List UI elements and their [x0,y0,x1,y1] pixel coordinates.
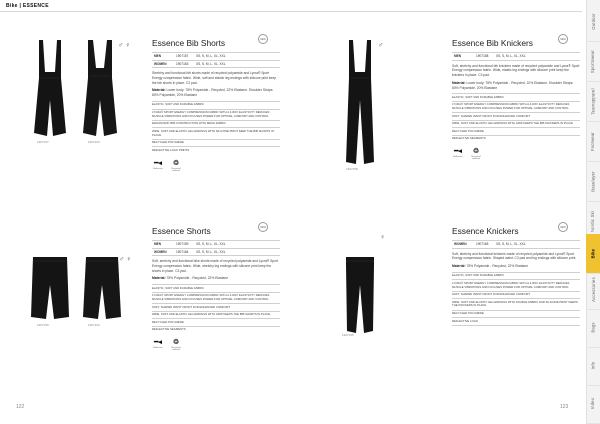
product-code: 1907163 [88,140,100,144]
table-row [152,241,280,249]
feature-item: ELASTIC, SOFT AND DURABLE FABRIC [452,93,580,101]
feature-item: SOFT, SHAPED WAIST FRONT FOR ENHANCED COMFORT [452,112,580,120]
material-text: 78% Polyamide - Recycled, 22% Elastane [466,264,529,269]
tab-teamapparel[interactable] [586,82,600,122]
reflective-icon: ━◂ Reflective [153,339,163,350]
gender-icon: ♂ ♀ [118,42,131,49]
article-number: 1907164 [174,248,194,256]
size-range: XS, S, M, L, XL, XXL [194,60,280,68]
knickers-women-image [340,255,380,335]
feature-item: LYCRA® SPORT ENERGY COMPRESSION FABRIC WITH A 4-WAY ELASTICITY REDUCES MUSCLE VIBRATIONS AND FOCUSES POWER FOR OPTIMAL COMFORT AND CONTROL [152,292,280,303]
product-code: 1907158 [346,167,358,171]
feature-item: LYCRA® SPORT ENERGY COMPRESSION FABRIC WITH A 4-WAY ELASTICITY REDUCES MUSCLE VIBRATIONS AND FOCUSES POWER FOR OPTIMAL COMFORT AND CONTROL [452,279,580,290]
product-description: Soft, stretchy and functional knickers made of recycled polyamide and Lycra® Sport Energy compression fabric. Shaped waist. C3 pad and leg endings with silicone print. [452,251,577,261]
icon-caption: Reflective [153,167,163,170]
feature-item: REFLECTIVE LOGO PRINTS [152,146,280,154]
tab-label: Sportswear [590,49,596,74]
tab-bike[interactable] [586,234,600,274]
feature-item: WIDE, SOFT AND ELASTIC LEG ENDINGS WITH GRIP KEEPS THE BIB KNICKERS IN PLACE [452,120,580,128]
material-text: 78% Polyamide - Recycled, 22% Elastane [166,276,229,281]
icon-caption: Recycled material [171,167,181,172]
tab-sportswear[interactable] [586,42,600,82]
tab-index[interactable] [586,384,600,424]
size-range: XS, S, M, L, XL, XXL [194,248,280,256]
product-title: Essence Knickers [452,226,519,236]
feature-item: SOFT, SHAPED WAIST FRONT FOR ENHANCED COMFORT [452,291,580,299]
icon-caption: Recycled material [171,347,181,352]
gender-icon: ♀ [380,234,386,241]
feature-item: WIDE, SOFT AND ELASTIC LEG ENDINGS WITH DOUBLE FABRIC AND SILICONE PRINT KEEPS THE KNICKERS IN PLACE [452,298,580,309]
feature-item: ELASTIC, SOFT AND DURABLE FABRIC [152,101,280,109]
material-label: Material: [452,264,466,269]
tab-info[interactable] [586,346,600,386]
tab-label: Teamapparel [590,88,596,115]
tab-label: Accessories [590,277,596,302]
product-title: Essence Bib Shorts [152,38,226,48]
feature-item: LYCRA® SPORT ENERGY COMPRESSION FABRIC WITH A 4-WAY ELASTICITY REDUCES MUSCLE VIBRATIONS AND FOCUSES POWER FOR OPTIMAL COMFORT AND CONTROL [152,109,280,120]
article-number: 1907163 [174,60,194,68]
size-label: MEN [152,53,174,61]
shorts-women-image [80,255,124,321]
material-info [152,276,280,281]
section-tabs [586,0,600,424]
recycled-icon: ♲ Recycled material [171,339,181,352]
tab-label: Outdoor [590,13,596,30]
feature-icons [452,148,580,160]
article-number: 1907158 [474,53,494,61]
tab-label: Footwear [590,131,596,152]
material-info [452,264,580,269]
material-label: Material: [452,80,466,85]
shorts-men-image [28,255,72,321]
page-number-left: 122 [16,404,25,410]
material-info [152,88,280,98]
product-description: Soft, stretchy and functional bike shorts made of recycled polyamide and Lycra® Sport Energy compression fabric. Wide, stretchy leg endings with silicone print keep the shorts in place. C3 pad. [152,259,279,273]
product-card-bib-knickers [452,38,580,160]
feature-item: ERGONOMIC BIB CONSTRUCTION WITH MESH FABRIC [152,120,280,128]
article-number: 1907165 [474,241,494,249]
page-header [0,0,600,14]
header-divider [0,11,582,12]
reflective-icon: ━◂ Reflective [153,159,163,170]
tab-outdoor[interactable] [586,2,600,42]
feature-item: SOFT, SHAPED WAIST FRONT FOR ENHANCED COMFORT [152,303,280,311]
product-code: 1907157 [37,140,49,144]
product-title: Essence Shorts [152,226,211,236]
tab-label: Index [590,397,596,410]
reflective-icon: ━◂ Reflective [453,148,463,159]
tab-label: Info [590,361,596,370]
icon-caption: Reflective [453,156,463,159]
table-row [152,248,280,256]
table-row [152,60,280,68]
size-table [452,240,580,249]
product-card-shorts [152,226,280,351]
feature-item: RECYCLED POLYAMIDE [452,310,580,318]
feature-item: RECYCLED POLYAMIDE [452,127,580,135]
product-code: 1907159 [37,323,49,327]
size-label: MEN [152,241,174,249]
feature-icons [152,160,280,172]
product-code: 1907165 [342,333,354,337]
product-card-bib-shorts [152,38,280,172]
new-badge: NEW [558,34,568,44]
tab-baselayer[interactable] [586,162,600,202]
product-card-knickers [452,226,580,326]
feature-item: LYCRA® SPORT ENERGY COMPRESSION FABRIC WITH A 4-WAY ELASTICITY REDUCES MUSCLE VIBRATIONS AND FOCUSES POWER FOR OPTIMAL COMFORT AND CONTROL [452,101,580,112]
tab-footwear[interactable] [586,122,600,162]
breadcrumb: Bike | ESSENCE [6,3,49,9]
tab-label: Bags [590,322,596,333]
size-label: WOMEN [152,60,174,68]
feature-item: ELASTIC, SOFT AND DURABLE FABRIC [452,272,580,280]
table-row [452,241,580,249]
tab-accessories[interactable] [586,270,600,310]
material-info [452,81,580,91]
feature-item: REFLECTIVE SEGMENTS [152,326,280,334]
recycled-icon: ♲ Recycled material [471,148,481,161]
size-range: XS, S, M, L, XL, XXL [494,241,580,249]
size-table [152,52,280,68]
tab-bags[interactable] [586,308,600,348]
new-badge: NEW [258,222,268,232]
size-table [452,52,580,61]
bib-shorts-women-image [80,38,120,138]
feature-item: ELASTIC, SOFT AND DURABLE FABRIC [152,284,280,292]
icon-caption: Recycled material [471,156,481,161]
page-number-right: 123 [560,404,569,410]
bib-shorts-men-image [30,38,70,138]
bib-knickers-men-image [340,38,380,166]
icon-caption: Reflective [153,347,163,350]
table-row [152,53,280,61]
product-title: Essence Bib Knickers [452,38,533,48]
material-label: Material: [152,276,166,281]
article-number: 1907159 [174,241,194,249]
feature-item: WIDE, SOFT AND ELASTIC LEG ENDINGS WITH GRIP KEEPS THE BIB SHORTS IN PLACE [152,311,280,319]
gender-icon: ♂ ♀ [119,256,132,263]
feature-item: REFLECTIVE LOGO [452,317,580,326]
size-range: XS, S, M, L, XL, XXL [194,241,280,249]
feature-item: RECYCLED POLYAMIDE [152,139,280,147]
tab-label: Baselayer [590,171,596,192]
feature-item: REFLECTIVE SEGMENTS [452,135,580,143]
size-range: XS, S, M, L, XL, XXL [494,53,580,61]
recycled-icon: ♲ Recycled material [171,159,181,172]
new-badge: NEW [258,34,268,44]
table-row [452,53,580,61]
size-label: WOMEN [452,241,474,249]
size-table [152,240,280,256]
size-range: XS, S, M, L, XL, XXL [194,53,280,61]
material-label: Material: [152,88,166,93]
feature-icons [152,339,280,351]
product-description: Stretchy and functional bib shorts made of recycled polyamide and Lycra® Sport Energy compression fabric. Wide, soft and elastic leg endings with silicone print keep the bib shorts in place. C3 pad. [152,71,277,85]
size-label: MEN [452,53,474,61]
tab-label: Bike [590,248,596,259]
material-text: Lower body: 78% Polyamide - Recycled, 22% Elastane. Shoulder Straps: 80% Polyamide, 20% Elastane [152,88,274,98]
feature-item: WIDE, SOFT AND ELASTIC LEG ENDINGS WITH SILICONE PRINT KEEP THE BIB SHORTS IN PLACE [152,127,280,138]
product-description: Soft, stretchy and functional bib knickers made of recycled polyamide and Lycra® Sport Energy compression fabric. Wide, elastic leg endings with silicone print keep the knickers in place. C3 pad. [452,63,580,78]
material-text: Lower body: 78% Polyamide - Recycled, 22% Elastane. Shoulder Straps: 80% Polyamide, 20% Elastane [452,80,574,90]
gender-icon: ♂ [378,42,384,49]
new-badge: NEW [558,222,568,232]
size-label: WOMEN [152,248,174,256]
product-code: 1907164 [88,323,100,327]
feature-item: RECYCLED POLYAMIDE [152,318,280,326]
article-number: 1907157 [174,53,194,61]
tab-label: Nordic Ski [590,210,596,233]
